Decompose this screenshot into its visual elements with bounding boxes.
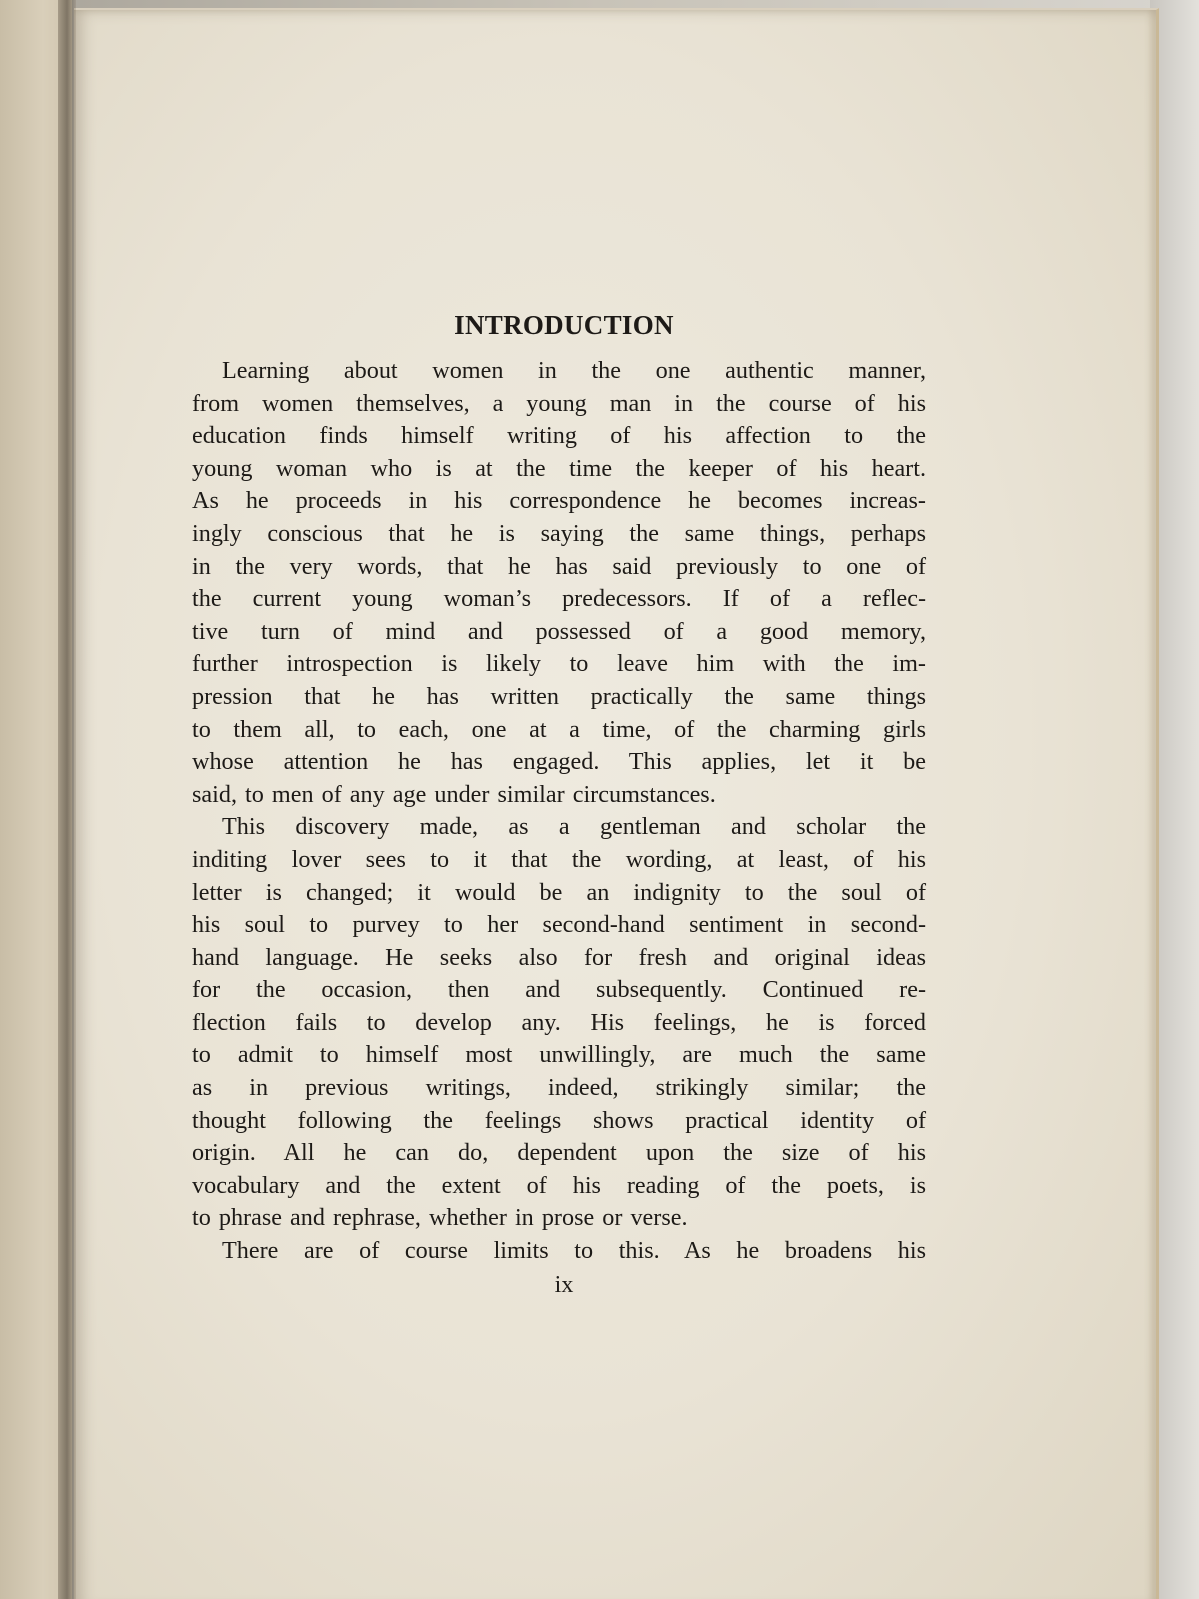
text-line: from women themselves, a young man in the course of his bbox=[192, 389, 926, 417]
page-number: ix bbox=[554, 1271, 574, 1298]
text-line: inditing lover sees to it that the wording, at least, of his bbox=[192, 845, 926, 873]
text-line: letter is changed; it would be an indignity to the soul of bbox=[192, 878, 926, 906]
text-line: the current young woman’s predecessors. If of a reflec- bbox=[192, 585, 926, 613]
text-line: further introspection is likely to leave him with the im- bbox=[192, 650, 926, 678]
text-line: This discovery made, as a gentleman and scholar the bbox=[222, 813, 926, 841]
text-line: ingly conscious that he is saying the same things, perhaps bbox=[192, 519, 926, 547]
text-line: for the occasion, then and subsequently. Continued re- bbox=[192, 976, 926, 1004]
text-line: young woman who is at the time the keeper of his heart. bbox=[192, 454, 926, 482]
book-page bbox=[74, 8, 1159, 1599]
text-line: thought following the feelings shows practical identity of bbox=[192, 1106, 926, 1134]
page-text-block bbox=[192, 310, 926, 1299]
text-line: flection fails to develop any. His feelings, he is forced bbox=[192, 1008, 926, 1036]
body-text bbox=[192, 355, 926, 1268]
text-line: whose attention he has engaged. This applies, let it be bbox=[192, 748, 926, 776]
text-line: to phrase and rephrase, whether in prose or verse. bbox=[192, 1204, 688, 1232]
text-line: vocabulary and the extent of his reading of the poets, is bbox=[192, 1171, 926, 1199]
text-line: pression that he has written practically the same things bbox=[192, 682, 926, 710]
text-line: as in previous writings, indeed, strikingly similar; the bbox=[192, 1074, 926, 1102]
text-line: in the very words, that he has said previously to one of bbox=[192, 552, 926, 580]
text-line: his soul to purvey to her second-hand sentiment in second- bbox=[192, 911, 926, 939]
text-line: tive turn of mind and possessed of a good memory, bbox=[192, 617, 926, 645]
text-line: said, to men of any age under similar circumstances. bbox=[192, 780, 716, 808]
text-line: hand language. He seeks also for fresh and original ideas bbox=[192, 943, 926, 971]
chapter-heading: INTRODUCTION bbox=[454, 310, 674, 340]
text-line: origin. All he can do, dependent upon the size of his bbox=[192, 1139, 926, 1167]
text-line: Learning about women in the one authentic manner, bbox=[222, 357, 926, 384]
text-line: As he proceeds in his correspondence he becomes increas- bbox=[192, 487, 926, 515]
text-line: to admit to himself most unwillingly, are much the same bbox=[192, 1041, 926, 1069]
text-line: to them all, to each, one at a time, of the charming girls bbox=[192, 715, 926, 743]
text-line: There are of course limits to this. As he broadens his bbox=[222, 1237, 926, 1265]
text-line: education finds himself writing of his affection to the bbox=[192, 422, 926, 450]
book-gutter bbox=[58, 0, 76, 1599]
